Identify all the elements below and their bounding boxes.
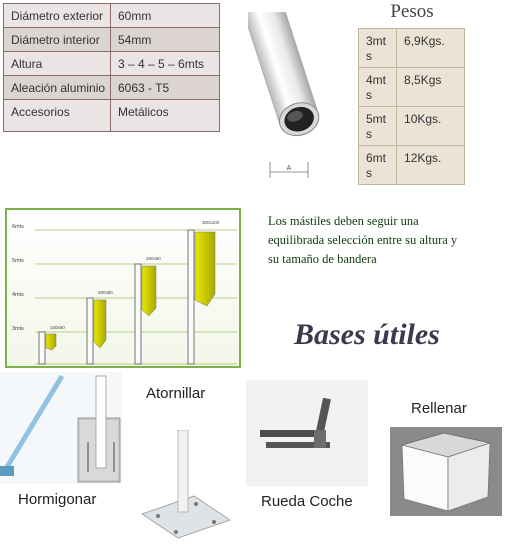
flag-height-chart — [5, 208, 241, 368]
spec-row — [4, 4, 220, 28]
spec-table — [3, 3, 220, 132]
pesos-row — [359, 146, 465, 185]
y-tick-label: 6mts — [12, 224, 24, 230]
spec-value: 6063 - T5 — [111, 76, 220, 100]
hormigonar-image — [0, 372, 122, 484]
rellenar-label: Rellenar — [411, 400, 467, 417]
pole-3m — [39, 332, 45, 364]
y-tick-label: 3mts — [12, 326, 24, 332]
rueda-coche-image — [246, 380, 368, 486]
flag-size-label: 250x90 — [146, 256, 161, 261]
y-tick-label: 5mts — [12, 258, 24, 264]
pesos-weight: 12Kgs. — [397, 146, 465, 185]
flag-6m — [195, 232, 215, 306]
spec-label: Accesorios — [4, 100, 111, 132]
pesos-table — [358, 28, 465, 185]
flag-3m — [46, 334, 56, 350]
pesos-weight: 8,5Kgs — [397, 68, 465, 107]
pesos-weight: 6,9Kgs. — [397, 29, 465, 68]
spec-label: Diámetro exterior — [4, 4, 111, 28]
tube-dimension-label: A — [286, 165, 292, 172]
pesos-height: 3mt s — [359, 29, 397, 68]
pesos-height: 5mt s — [359, 107, 397, 146]
spec-label: Aleación aluminio — [4, 76, 111, 100]
pole-6m — [188, 230, 194, 364]
atornillar-image — [136, 430, 234, 540]
pesos-row — [359, 29, 465, 68]
spec-value: 60mm — [111, 4, 220, 28]
flag-size-label: 200x80 — [98, 290, 113, 295]
spec-label: Altura — [4, 52, 111, 76]
pesos-title: Pesos — [390, 1, 434, 22]
y-tick-label: 4mts — [12, 292, 24, 298]
rellenar-image — [390, 427, 502, 516]
pole-4m — [87, 298, 93, 364]
flag-4m — [94, 300, 106, 348]
flag-size-label: 300x100 — [202, 220, 220, 225]
atornillar-label: Atornillar — [146, 385, 206, 402]
pesos-row — [359, 107, 465, 146]
pole-5m — [135, 264, 141, 364]
pesos-row — [359, 68, 465, 107]
bases-title: Bases útiles — [294, 318, 440, 351]
rueda-coche-label: Rueda Coche — [261, 493, 353, 510]
flag-size-label: 100x60 — [50, 325, 65, 330]
spec-row — [4, 100, 220, 132]
pesos-height: 6mt s — [359, 146, 397, 185]
tube-image — [248, 12, 338, 182]
advice-text: Los mástiles deben seguir una equilibrada selección entre su altura y su tamaño de bandera — [268, 214, 458, 266]
pesos-height: 4mt s — [359, 68, 397, 107]
spec-value: 54mm — [111, 28, 220, 52]
spec-row — [4, 76, 220, 100]
flag-5m — [142, 266, 156, 316]
spec-value: Metálicos — [111, 100, 220, 132]
spec-row — [4, 52, 220, 76]
pesos-weight: 10Kgs. — [397, 107, 465, 146]
spec-label: Diámetro interior — [4, 28, 111, 52]
spec-row — [4, 28, 220, 52]
hormigonar-label: Hormigonar — [18, 491, 97, 508]
spec-value: 3 – 4 – 5 – 6mts — [111, 52, 220, 76]
